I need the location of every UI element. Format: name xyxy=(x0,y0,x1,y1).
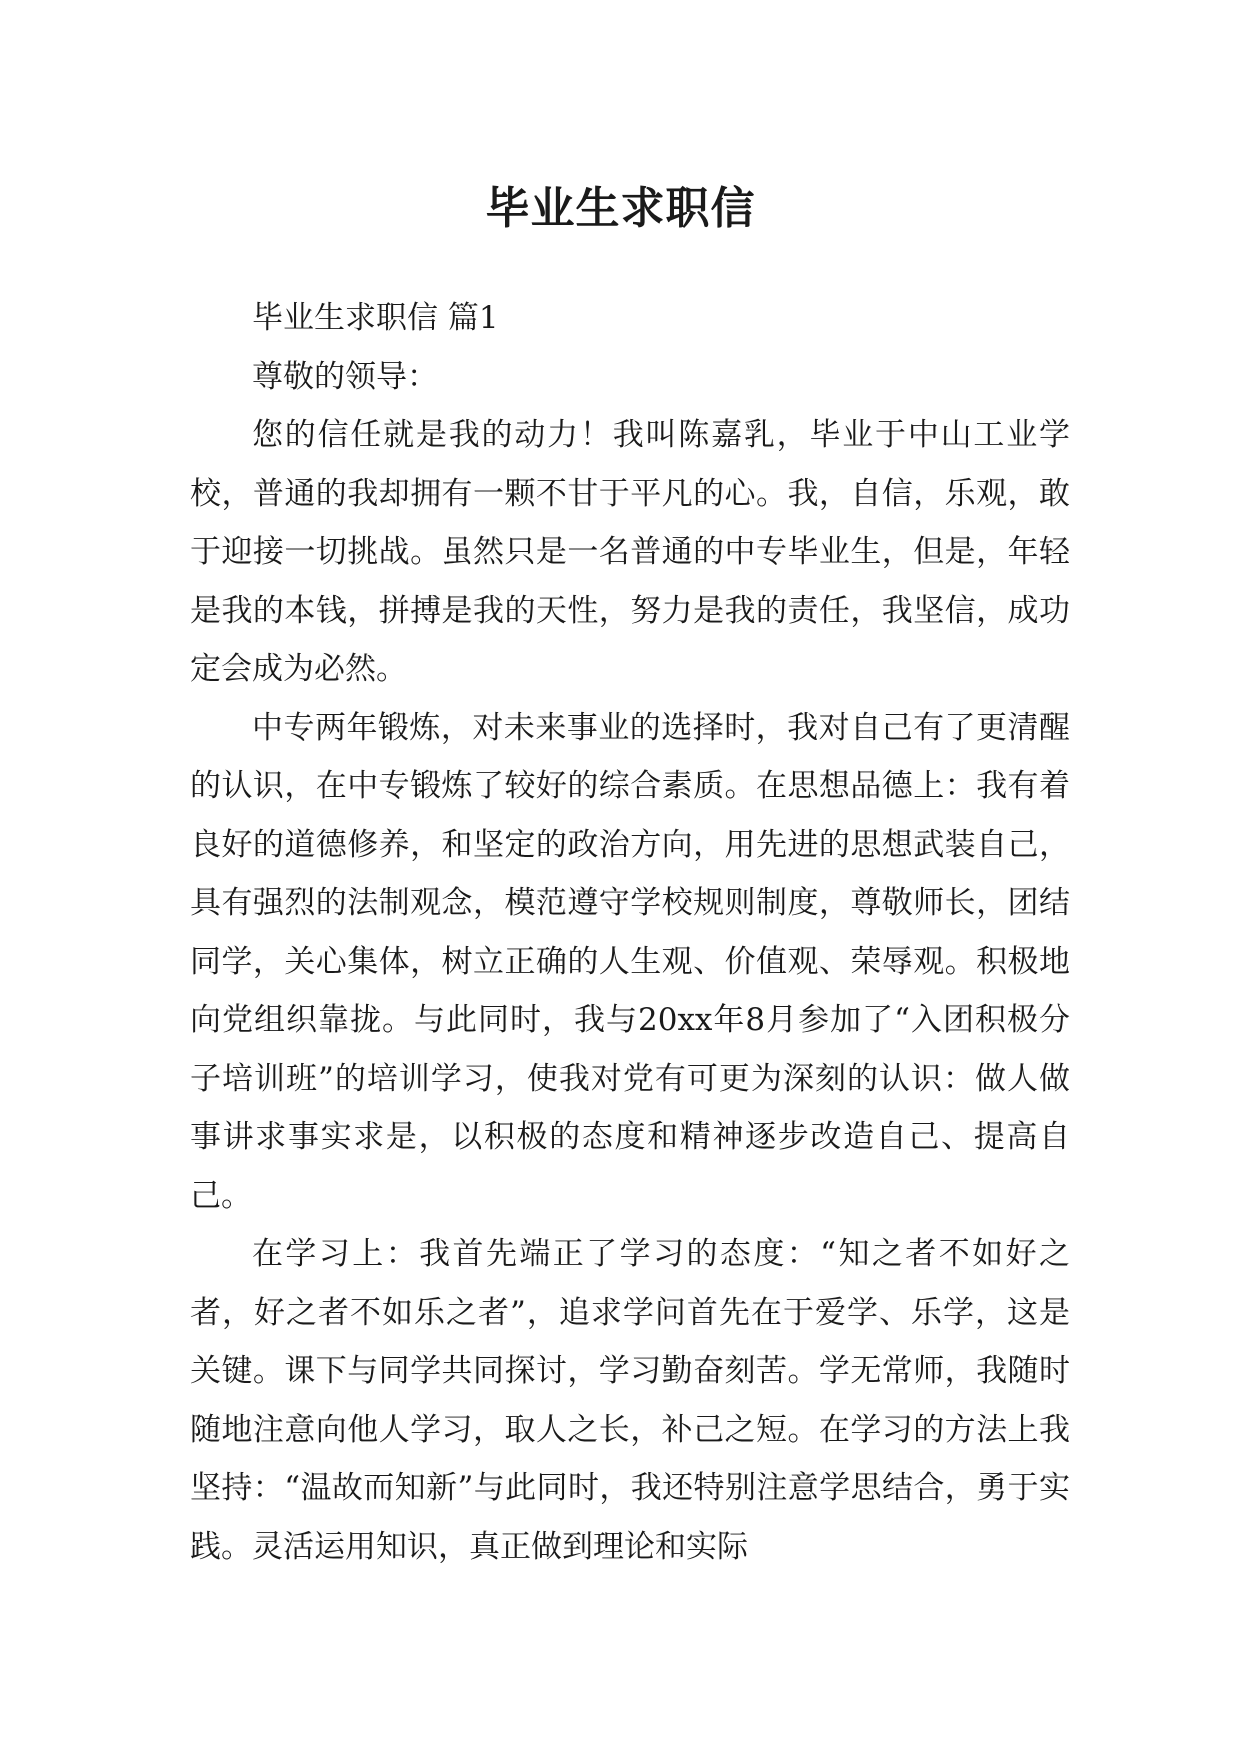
salutation: 尊敬的领导： xyxy=(252,358,438,395)
document-title: 毕业生求职信 xyxy=(485,183,756,235)
section-heading: 毕业生求职信 篇1 xyxy=(252,300,499,336)
paragraph-moral-character: 中专两年锻炼，对未来事业的选择时，我对自己有了更清醒的认识，在中专锻炼了较好的综合素质。在思想品德上：我有着良好的道德修养，和坚定的政治方向，用先进的思想武装自己，具有强烈的法制观念，模范遵守学校规则制度，尊敬师长，团结同学，关心集体，树立正确的人生观、价值观、荣辱观。积极地向党组织靠拢。与此同时，我与20xx年8月参加了“入团积极分子培训班”的培训学习，使我对党有可更为深刻的认识：做人做事讲求事实求是，以积极的态度和精神逐步改造自己、提高自己。 xyxy=(190,709,1070,1214)
paragraph-introduction: 您的信任就是我的动力！我叫陈嘉乳，毕业于中山工业学校，普通的我却拥有一颗不甘于平凡的心。我，自信，乐观，敢于迎接一切挑战。虽然只是一名普通的中专毕业生，但是，年轻是我的本钱，拼搏是我的天性，努力是我的责任，我坚信，成功定会成为必然。 xyxy=(190,417,1070,687)
document-body xyxy=(190,289,1070,1576)
paragraph-study: 在学习上：我首先端正了学习的态度：“知之者不如好之者，好之者不如乐之者”，追求学问首先在于爱学、乐学，这是关键。课下与同学共同探讨，学习勤奋刻苦。学无常师，我随时随地注意向他人学习，取人之长，补己之短。在学习的方法上我坚持：“温故而知新”与此同时，我还特别注意学思结合，勇于实践。灵活运用知识，真正做到理论和实际 xyxy=(190,1236,1070,1565)
